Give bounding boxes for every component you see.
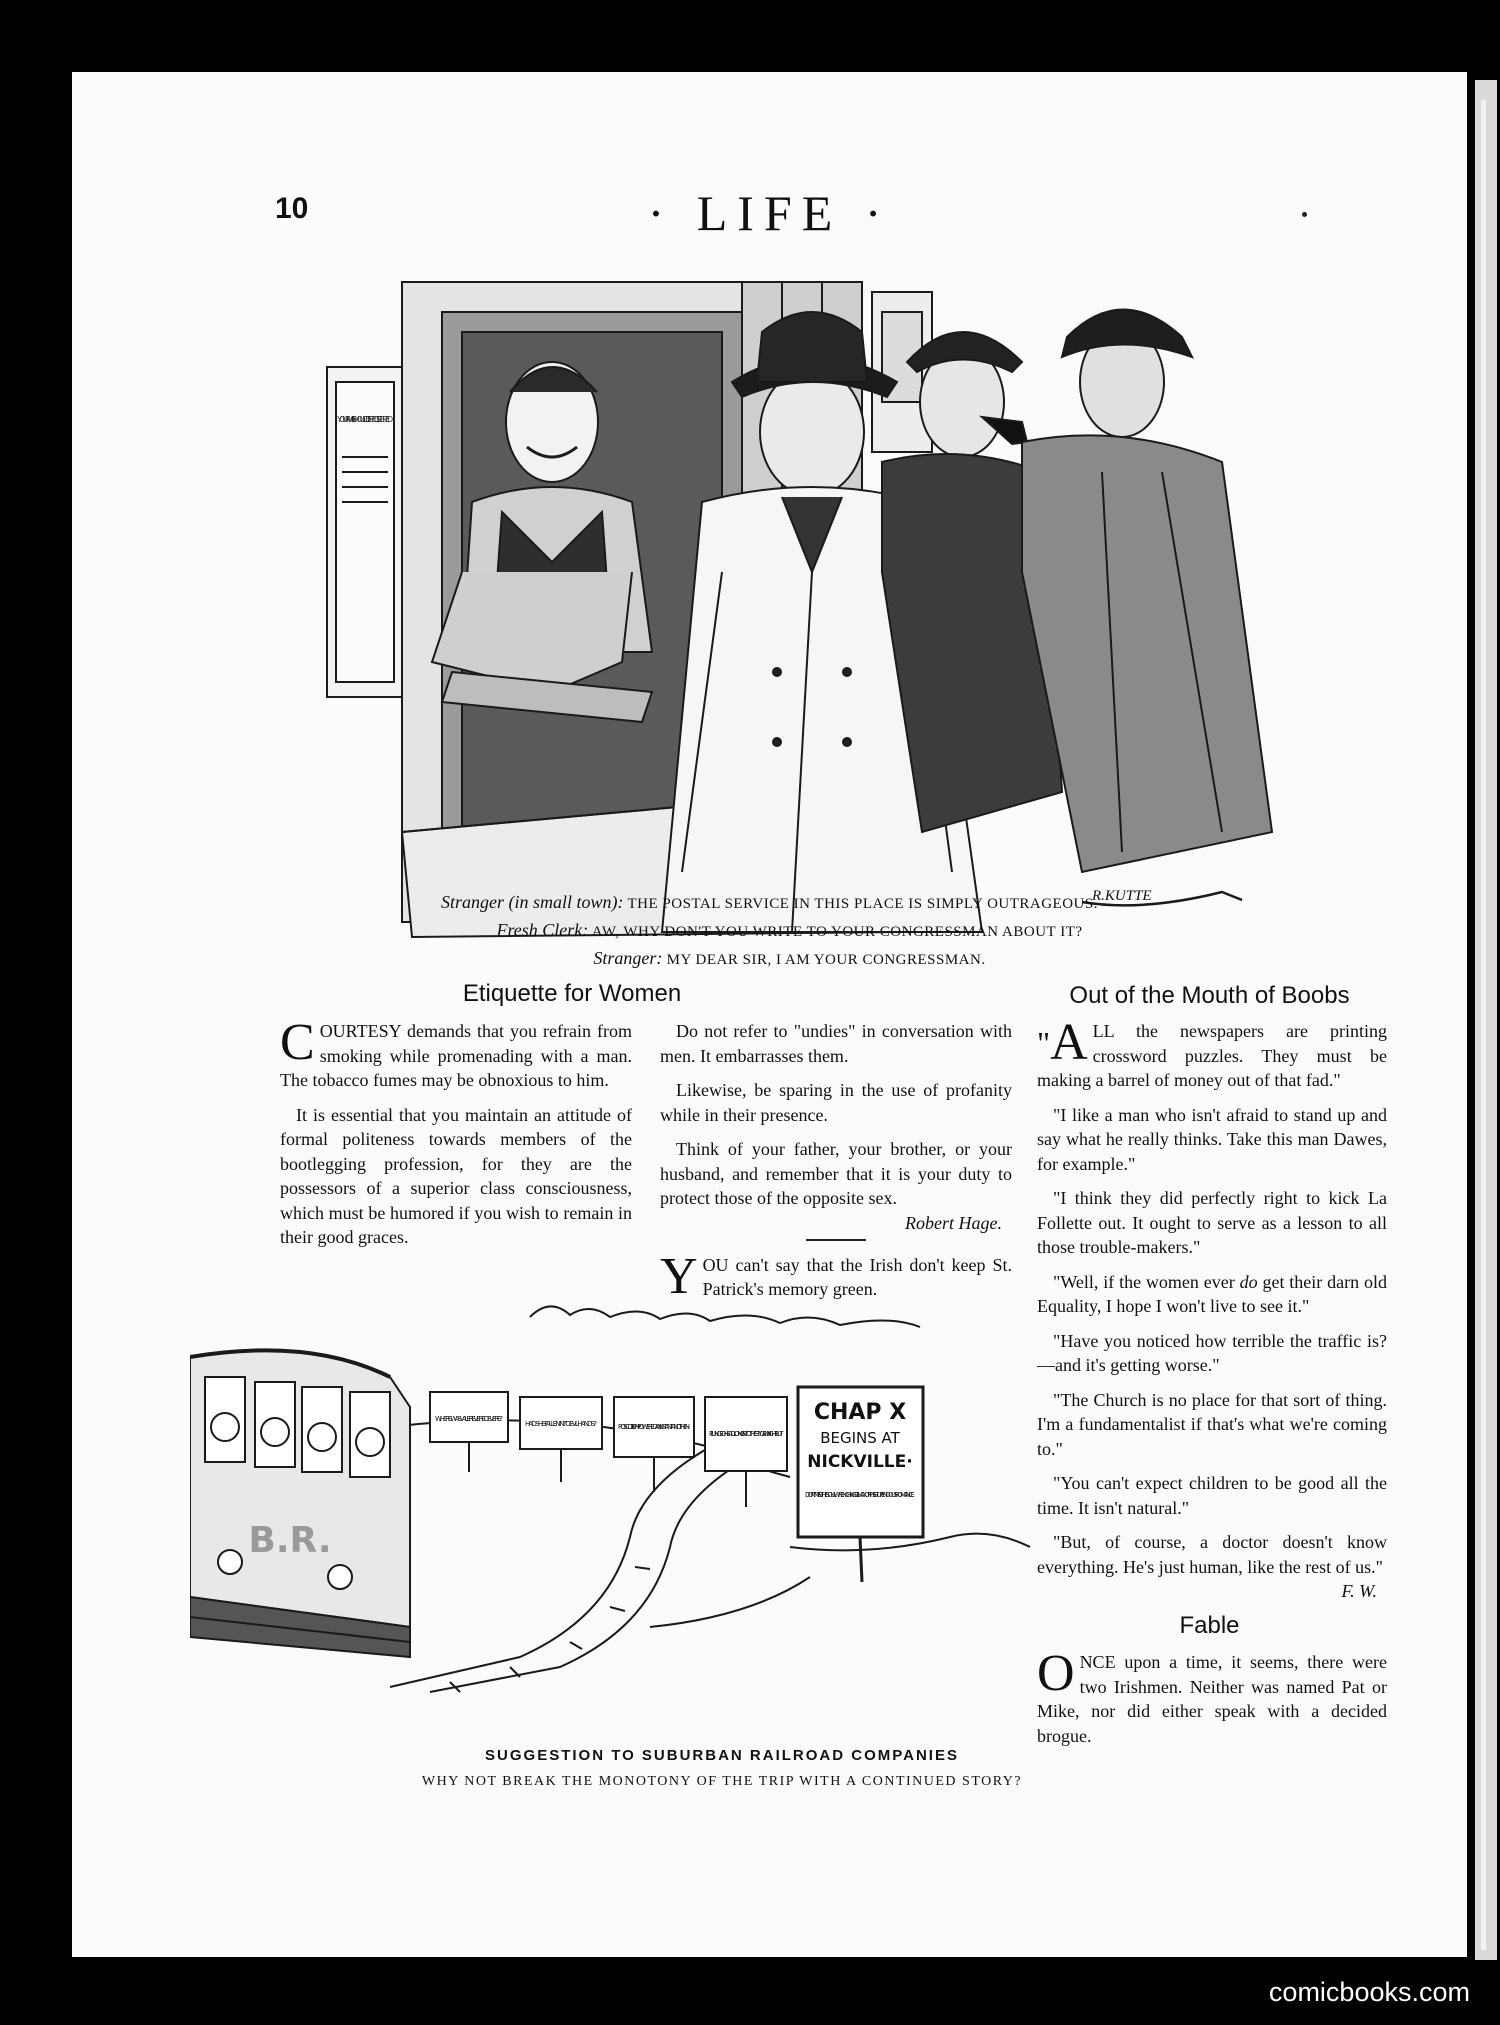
etiquette-column-2	[660, 1019, 1012, 1312]
etiquette-paragraph: Think of your father, your brother, or your husband, and remember that it is your duty to protect those of the opposite sex. Robert Hage.	[660, 1137, 1012, 1211]
page-number: 10	[275, 192, 309, 225]
caption-line-2	[72, 917, 1467, 945]
artist-signature: R.KUTTE	[1092, 888, 1152, 904]
boobs-quote: " A LL the newspapers are printing crossword puzzles. They must be making a barrel of money out of that fad."	[1037, 1014, 1387, 1090]
boobs-quote: "You can't expect children to be good all the time. It isn't natural."	[1037, 1473, 1387, 1518]
print-speck	[1302, 212, 1307, 217]
adjacent-page-edge	[1475, 80, 1497, 1960]
etiquette-paragraph: It is essential that you maintain an attitude of formal politeness towards members of the bootlegging profession, for they are the possessors of a superior class consciousness, which must be humored if you wish to remain in their good graces.	[280, 1104, 632, 1247]
adjacent-page-edge-highlight	[1481, 100, 1486, 1950]
drop-cap: A	[1050, 1014, 1088, 1071]
caption-dialogue: THE POSTAL SERVICE IN THIS PLACE IS SIMPLY OUTRAGEOUS.	[627, 896, 1098, 912]
post-office-cartoon	[322, 272, 1422, 947]
caption-dialogue: MY DEAR SIR, I AM YOUR CONGRESSMAN.	[666, 952, 986, 968]
section-divider	[806, 1239, 866, 1241]
billboard-text: WHERE WAS VALERIE VERE DE VERE?	[435, 1415, 503, 1423]
caption-line-1	[72, 889, 1467, 917]
drop-cap: Y	[660, 1247, 698, 1305]
drop-cap: C	[280, 1014, 315, 1071]
boobs-quote: "I think they did perfectly right to kick La Follette out. It ought to serve as a lesson to all those trouble-makers."	[1037, 1188, 1387, 1257]
fable-text: ONCE upon a time, it seems, there were two Irishmen. Neither was named Pat or Mike, nor did either speak with a decided brogue.	[1037, 1645, 1387, 1746]
boobs-quote: "The Church is no place for that sort of thing. I'm a fundamentalist if that's what we're coming to."	[1037, 1389, 1387, 1459]
etiquette-paragraph: COURTESY demands that you refrain from smoking while promenading with a man. The tobacco fumes may be obnoxious to him.	[280, 1014, 632, 1090]
caption-dialogue: AW, WHY DON'T YOU WRITE TO YOUR CONGRESSMAN ABOUT IT?	[591, 924, 1083, 940]
boobs-quote: "Have you noticed how terrible the traffic is?—and it's getting worse."	[1037, 1330, 1387, 1375]
train-cartoon	[190, 1297, 1090, 1702]
author-signature: Robert Hage.	[905, 1212, 1002, 1233]
cartoon-caption	[72, 889, 1467, 973]
masthead-title: · LIFE ·	[647, 185, 892, 241]
fable-title: Fable	[1179, 1612, 1240, 1639]
caption-speaker: Stranger (in small town):	[441, 892, 624, 912]
etiquette-column-1	[280, 1014, 632, 1260]
billboard-text: NICKVILLE·	[807, 1452, 913, 1472]
train-car-letters: B.R.	[248, 1520, 332, 1561]
boobs-title: Out of the Mouth of Boobs	[1069, 982, 1350, 1009]
caption-line-3	[72, 945, 1467, 973]
billboard-text: BEGINS AT	[820, 1429, 900, 1447]
drop-cap: "	[1037, 1025, 1051, 1061]
boobs-quote: "But, of course, a doctor doesn't know everything. He's just human, like the rest of us." F. W.	[1037, 1530, 1387, 1579]
drop-cap: O	[1037, 1645, 1075, 1702]
train-caption-title: SUGGESTION TO SUBURBAN RAILROAD COMPANIES	[485, 1747, 959, 1764]
billboard-text: DON'T MISS THE SOUL-WRENCHING CLIMAX OF THIS STUPENDOUS ROMANCE	[805, 1491, 915, 1499]
train-caption-subtitle: WHY NOT BREAK THE MONOTONY OF THE TRIP WITH A CONTINUED STORY?	[421, 1774, 1023, 1789]
site-watermark: comicbooks.com	[1268, 1977, 1470, 2007]
boobs-quote: "Well, if the women ever do get their darn old Equality, I hope I won't live to see it."	[1037, 1271, 1387, 1316]
billboard-text: PLUNGED HEADLONG INTO THE STYGIAN NIGHT-BUT-	[708, 1430, 784, 1438]
billboard-text: ROSCOE ILPH POWERED AN INSTANT AND THEN-	[617, 1423, 691, 1431]
billboard-text: HAD SHE FALLEN INTO EVIL HANDS?	[525, 1420, 597, 1428]
etiquette-paragraph: Likewise, be sparing in the use of profanity while in their presence.	[660, 1080, 1012, 1125]
billboard-headline: CHAP X	[813, 1400, 907, 1425]
irish-joke: YOU can't say that the Irish don't keep St. Patrick's memory green.	[660, 1247, 1012, 1305]
boobs-quote: "I like a man who isn't afraid to stand up and say what he really thinks. Take this man Dawes, for example."	[1037, 1104, 1387, 1174]
author-signature: F. W.	[1341, 1581, 1377, 1601]
poster-text: YOUR MAIL SHOULD BE REGISTERED	[337, 415, 393, 424]
etiquette-paragraph: Do not refer to "undies" in conversation with men. It embarrasses them.	[660, 1021, 1012, 1066]
caption-speaker: Fresh Clerk:	[496, 920, 589, 940]
etiquette-title: Etiquette for Women	[462, 980, 682, 1007]
train-caption	[362, 1747, 1082, 1790]
magazine-page	[72, 72, 1467, 1957]
caption-speaker: Stranger:	[593, 948, 663, 968]
